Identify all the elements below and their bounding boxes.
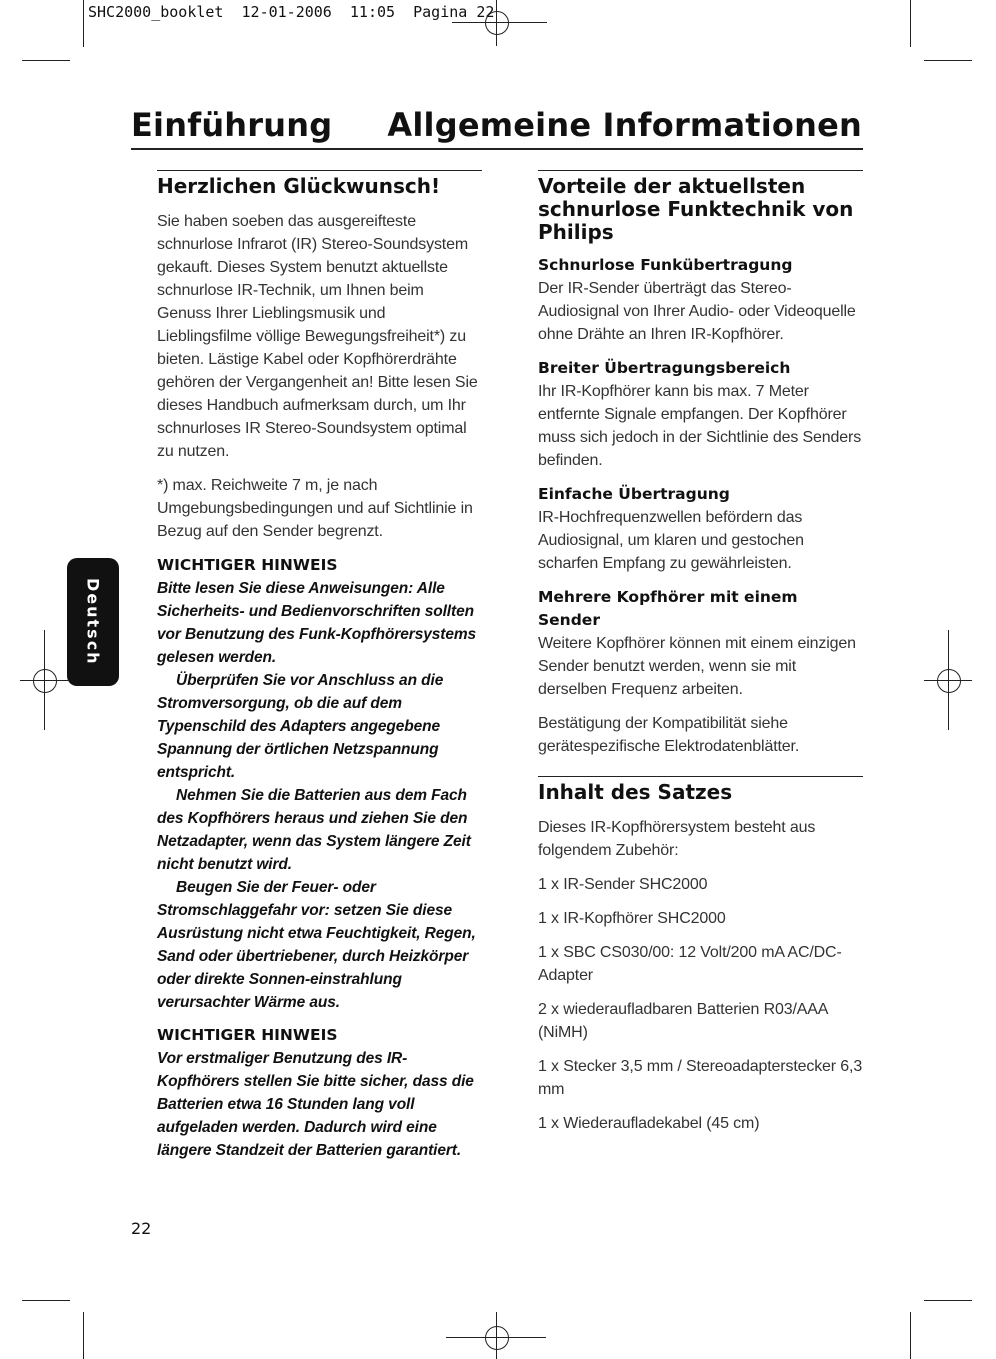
left-column [157,170,482,1162]
notice-paragraph: Nehmen Sie die Batterien aus dem Fach des Kopfhörers heraus und ziehen Sie den Netzadapter, wenn das System längere Zeit nicht benutzt wird. [157,787,471,873]
crop-mark [22,60,70,61]
crop-mark [83,0,84,47]
notice-paragraph: Bitte lesen Sie diese Anweisungen: Alle Sicherheits- und Bedienvorschriften sollten vor Benutzung des Funk-Kopfhörersystems gelesen werden. [157,580,477,666]
crop-mark [83,1312,84,1359]
advantages-heading: Vorteile der aktuellsten schnurlose Funktechnik von Philips [538,174,854,244]
print-slug: SHC2000_booklet 12-01-2006 11:05 Pagina 22 [88,3,495,21]
crop-mark [924,1300,972,1301]
crop-mark [22,1300,70,1301]
language-tab [67,558,119,686]
right-column [538,170,863,1146]
title-rule [131,148,863,150]
contents-item: 1 x Stecker 3,5 mm / Stereoadapterstecker 6,3 mm [538,1058,863,1098]
feature-text: Weitere Kopfhörer können mit einem einzigen Sender benutzt werden, wenn sie mit derselben Frequenz arbeiten. [538,635,856,698]
contents-heading: Inhalt des Satzes [538,780,733,804]
footnote: *) max. Reichweite 7 m, je nach Umgebungsbedingungen und auf Sichtlinie in Bezug auf den Sender begrenzt. [157,477,473,540]
contents-item: 1 x SBC CS030/00: 12 Volt/200 mA AC/DC-Adapter [538,944,842,984]
language-tab-label: Deutsch [83,578,103,666]
notice-paragraph: Beugen Sie der Feuer- oder Stromschlaggefahr vor: setzen Sie diese Ausrüstung nicht etwa Feuchtigkeit, Regen, Sand oder übertriebener, durch Heizkörper oder direkte Sonnen-einstrahlung verursachter Wärme aus. [157,879,476,1011]
congrats-heading: Herzlichen Glückwunsch! [157,174,441,198]
crop-mark [910,0,911,47]
important-notice-title: WICHTIGER HINWEIS [157,1026,338,1044]
page-title-right: Allgemeine Informationen [387,106,862,144]
contents-item: 1 x IR-Sender SHC2000 [538,876,708,893]
compatibility-note: Bestätigung der Kompatibilität siehe gerätespezifische Elektrodatenblätter. [538,715,800,755]
important-notice-title: WICHTIGER HINWEIS [157,556,338,574]
contents-item: 1 x IR-Kopfhörer SHC2000 [538,910,726,927]
feature-text: Ihr IR-Kopfhörer kann bis max. 7 Meter entfernte Signale empfangen. Der Kopfhörer muss sich jedoch in der Sichtlinie des Senders befinden. [538,383,862,469]
feature-title: Einfache Übertragung [538,485,730,503]
feature-title: Mehrere Kopfhörer mit einem Sender [538,588,798,629]
feature-title: Schnurlose Funkübertragung [538,256,793,274]
feature-text: IR-Hochfrequenzwellen befördern das Audiosignal, um klaren und gestochen scharfen Empfang zu gewährleisten. [538,509,804,572]
section-rule [538,776,863,777]
page-title-left: Einführung [131,106,333,144]
section-rule [157,170,482,171]
notice-paragraph: Überprüfen Sie vor Anschluss an die Stromversorgung, ob die auf dem Typenschild des Adapters angegebene Spannung der örtlichen Netzspannung entspricht. [157,672,444,781]
page-number: 22 [131,1219,152,1238]
registration-mark-icon [485,11,509,35]
registration-mark-icon [33,669,57,693]
contents-item: 2 x wiederaufladbaren Batterien R03/AAA (NiMH) [538,1001,828,1041]
contents-item: 1 x Wiederaufladekabel (45 cm) [538,1115,760,1132]
intro-paragraph: Sie haben soeben das ausgereifteste schnurlose Infrarot (IR) Stereo-Soundsystem gekauft. Dieses System benutzt aktuellste schnurlose IR-Technik, um Ihnen beim Genuss Ihrer Lieblingsmusik und Lieblingsfilme völlige Bewegungsfreiheit*) zu bieten. Lästige Kabel oder Kopfhörerdrähte gehören der Vergangenheit an! Bitte lesen Sie dieses Handbuch aufmerksam durch, um Ihr schnurloses IR Stereo-Soundsystem optimal zu nutzen. [157,213,478,460]
registration-mark-icon [485,1326,509,1350]
registration-mark-icon [937,669,961,693]
section-rule [538,170,863,171]
crop-mark [910,1312,911,1359]
contents-intro: Dieses IR-Kopfhörersystem besteht aus folgendem Zubehör: [538,819,816,859]
feature-text: Der IR-Sender überträgt das Stereo-Audiosignal von Ihrer Audio- oder Videoquelle ohne Drähte an Ihren IR-Kopfhörer. [538,280,856,343]
crop-mark [924,60,972,61]
feature-title: Breiter Übertragungsbereich [538,359,791,377]
notice-paragraph: Vor erstmaliger Benutzung des IR-Kopfhörers stellen Sie bitte sicher, dass die Batterien etwa 16 Stunden lang voll aufgeladen werden. Dadurch wird eine längere Standzeit der Batterien garantiert. [157,1050,474,1159]
